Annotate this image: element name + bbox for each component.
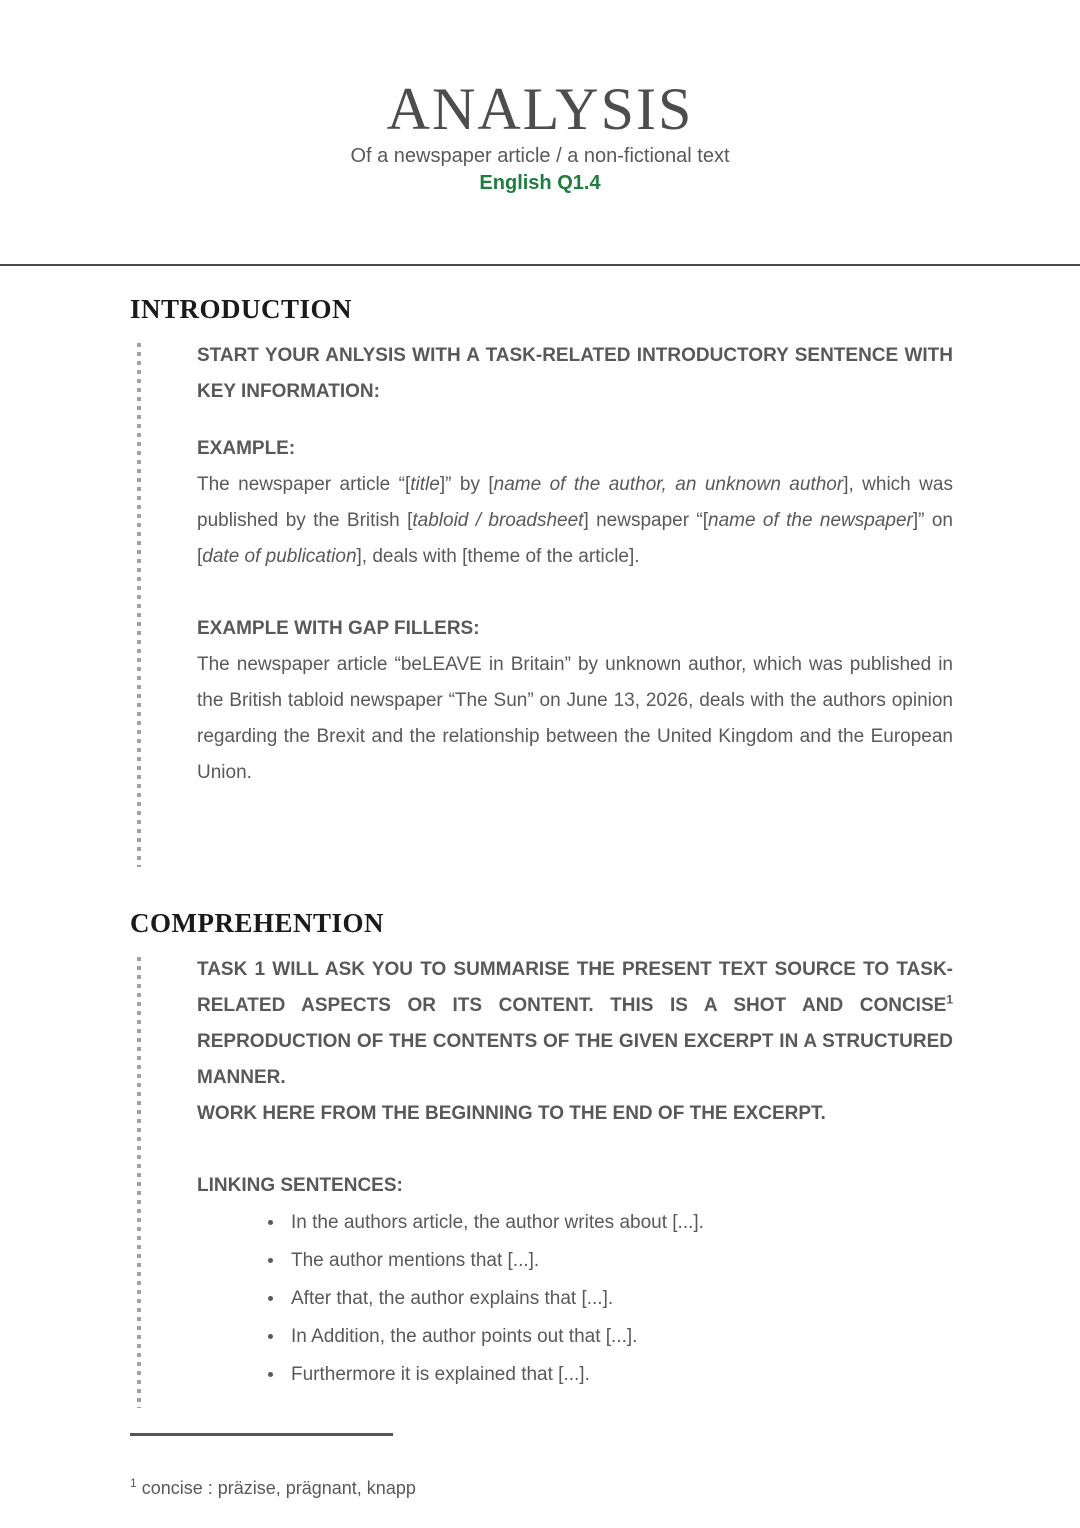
list-item: • After that, the author explains that [...].	[285, 1280, 953, 1318]
section-heading-comprehension: COMPREHENTION	[130, 908, 385, 938]
dashed-left-border	[137, 343, 141, 867]
gap-fillers-paragraph: The newspaper article “beLEAVE in Britain” by unknown author, which was published in the British tabloid newspaper “The Sun” on June 13, 2026, deals with the authors opinion regarding the Brexit and the relationship between the United Kingdom and the European Union.	[197, 654, 953, 783]
list-item: • The author mentions that [...].	[285, 1242, 953, 1280]
dashed-left-border	[137, 957, 141, 1408]
task-description-line2: WORK HERE FROM THE BEGINNING TO THE END OF THE EXCERPT.	[197, 1103, 826, 1124]
footnote-divider-line	[130, 1433, 393, 1436]
linking-sentences-label: LINKING SENTENCES:	[197, 1175, 403, 1196]
header-divider-line	[0, 264, 1080, 266]
page-subtitle: Of a newspaper article / a non-fictional text	[350, 145, 730, 167]
task-description-paragraph: TASK 1 WILL ASK YOU TO SUMMARISE THE PRESENT TEXT SOURCE TO TASK-RELATED ASPECTS OR ITS CONTENT. THIS IS A SHOT AND CONCISE$^1$ REPRODUCTION OF THE CONTENTS OF THE GIVEN EXCERPT IN A STRUCTURED MANNER.	[197, 959, 953, 1088]
list-item: • In Addition, the author points out that [...].	[285, 1318, 953, 1356]
introduction-note-block	[130, 338, 953, 867]
list-item: • In the authors article, the author writes about [...].	[285, 1204, 953, 1242]
introduction-lead-paragraph: START YOUR ANLYSIS WITH A TASK-RELATED INTRODUCTORY SENTENCE WITH KEY INFORMATION:	[197, 345, 953, 402]
document-header	[0, 0, 1080, 196]
course-label: English Q1.4	[479, 172, 601, 194]
example-label: EXAMPLE:	[197, 438, 296, 459]
linking-sentences-list	[197, 1204, 953, 1394]
list-item: • Furthermore it is explained that [...].	[285, 1356, 953, 1394]
comprehension-note-block	[130, 952, 953, 1408]
page-title: ANALYSIS	[386, 76, 694, 142]
gap-fillers-label: EXAMPLE WITH GAP FILLERS:	[197, 618, 480, 639]
example-paragraph: The newspaper article “[title]” by [name of the author, an unknown author], which was published by the British [tabloid / broadsheet] newspaper “[name of the newspaper]” on [date of publication], deals with [theme of the article].	[197, 474, 953, 567]
document-body	[130, 293, 953, 1436]
footnote-text: $^1$ concise : präzise, prägnant, knapp	[130, 1476, 416, 1498]
section-heading-introduction: INTRODUCTION	[130, 294, 353, 324]
